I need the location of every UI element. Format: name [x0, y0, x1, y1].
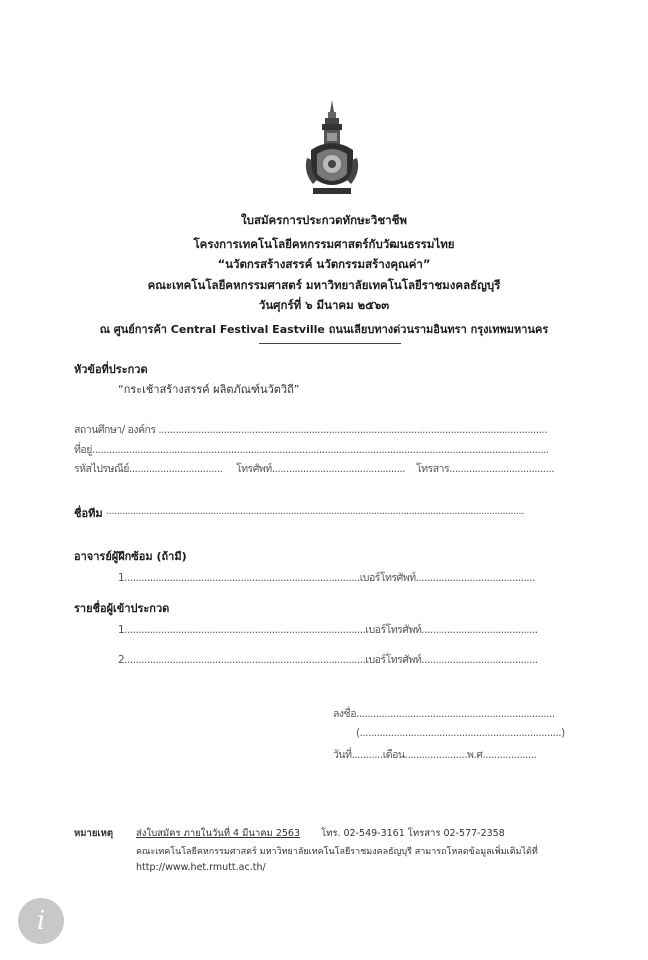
participant-line-1[interactable]: 1.....................................................................................เบอร์โทรศัพท์......................................... — [118, 624, 538, 636]
note-deadline: ส่งใบสมัคร ภายในวันที่ 4 มีนาคม 2563 — [136, 828, 301, 839]
university-emblem — [303, 98, 361, 200]
team-label: ชื่อทีม — [74, 507, 103, 520]
form-title: ใบสมัครการประกวดทักษะวิชาชีพ — [241, 213, 407, 227]
event-date: วันศุกร์ที่ ๖ มีนาคม ๒๕๖๓ — [258, 298, 390, 312]
note-download-info: คณะเทคโนโลยีคหกรรมศาสตร์ มหาวิทยาลัยเทคโนโลยีราชมงคลธัญบุรี สามารถโหลดข้อมูลเพิ่มเติมได้ที่ — [136, 847, 538, 857]
phone-field[interactable]: โทรศัพท์............................................... — [236, 463, 406, 475]
coach-label: อาจารย์ผู้ฝึกซ้อม (ถ้ามี) — [74, 550, 187, 563]
participants-label: รายชื่อผู้เข้าประกวด — [74, 602, 170, 615]
info-icon[interactable]: i — [18, 898, 64, 944]
signature-field[interactable]: ลงชื่อ...................................................................... — [333, 708, 555, 720]
faculty-title: คณะเทคโนโลยีคหกรรมศาสตร์ มหาวิทยาลัยเทคโนโลยีราชมงคลธัญบุรี — [147, 278, 501, 292]
theme-title: “นวัตกรสร้างสรรค์ นวัตกรรมสร้างคุณค่า” — [217, 257, 431, 271]
topic-value: “กระเช้าสร้างสรรค์ ผลิตภัณฑ์นวัตวิถี” — [118, 383, 300, 396]
event-venue: ณ ศูนย์การค้า Central Festival Eastville ถนนเลียบทางด่วนรามอินทรา กรุงเทพมหานคร — [99, 323, 549, 336]
coach-line-1[interactable]: 1...................................................................................เบอร์โทรศัพท์.......................................... — [118, 572, 535, 584]
team-name-field[interactable]: ............................................................................................................................................................ — [106, 506, 524, 517]
topic-label: หัวข้อที่ประกวด — [74, 363, 148, 376]
project-title: โครงการเทคโนโลยีคหกรรมศาสตร์กับวัฒนธรรมไทย — [193, 237, 455, 251]
signature-date-field[interactable]: วันที่...........เดือน......................พ.ศ................... — [333, 749, 537, 761]
header-underline — [259, 343, 401, 344]
postal-code-field[interactable]: รหัสไปรษณีย์................................. — [74, 463, 223, 475]
address-field[interactable]: ที่อยู่................................................................................................................................................................. — [74, 444, 549, 456]
note-contact: โทร. 02-549-3161 โทรสาร 02-577-2358 — [321, 828, 505, 839]
note-label: หมายเหตุ — [74, 828, 114, 839]
signature-name-field[interactable]: (.......................................................................) — [356, 727, 565, 739]
institution-field[interactable]: สถานศึกษา/ องค์กร ......................................................................................................................................... — [74, 424, 548, 436]
note-url-link[interactable]: http://www.het.rmutt.ac.th/ — [136, 862, 266, 873]
fax-field[interactable]: โทรสาร..................................... — [416, 463, 555, 475]
participant-line-2[interactable]: 2.....................................................................................เบอร์โทรศัพท์......................................... — [118, 654, 538, 666]
